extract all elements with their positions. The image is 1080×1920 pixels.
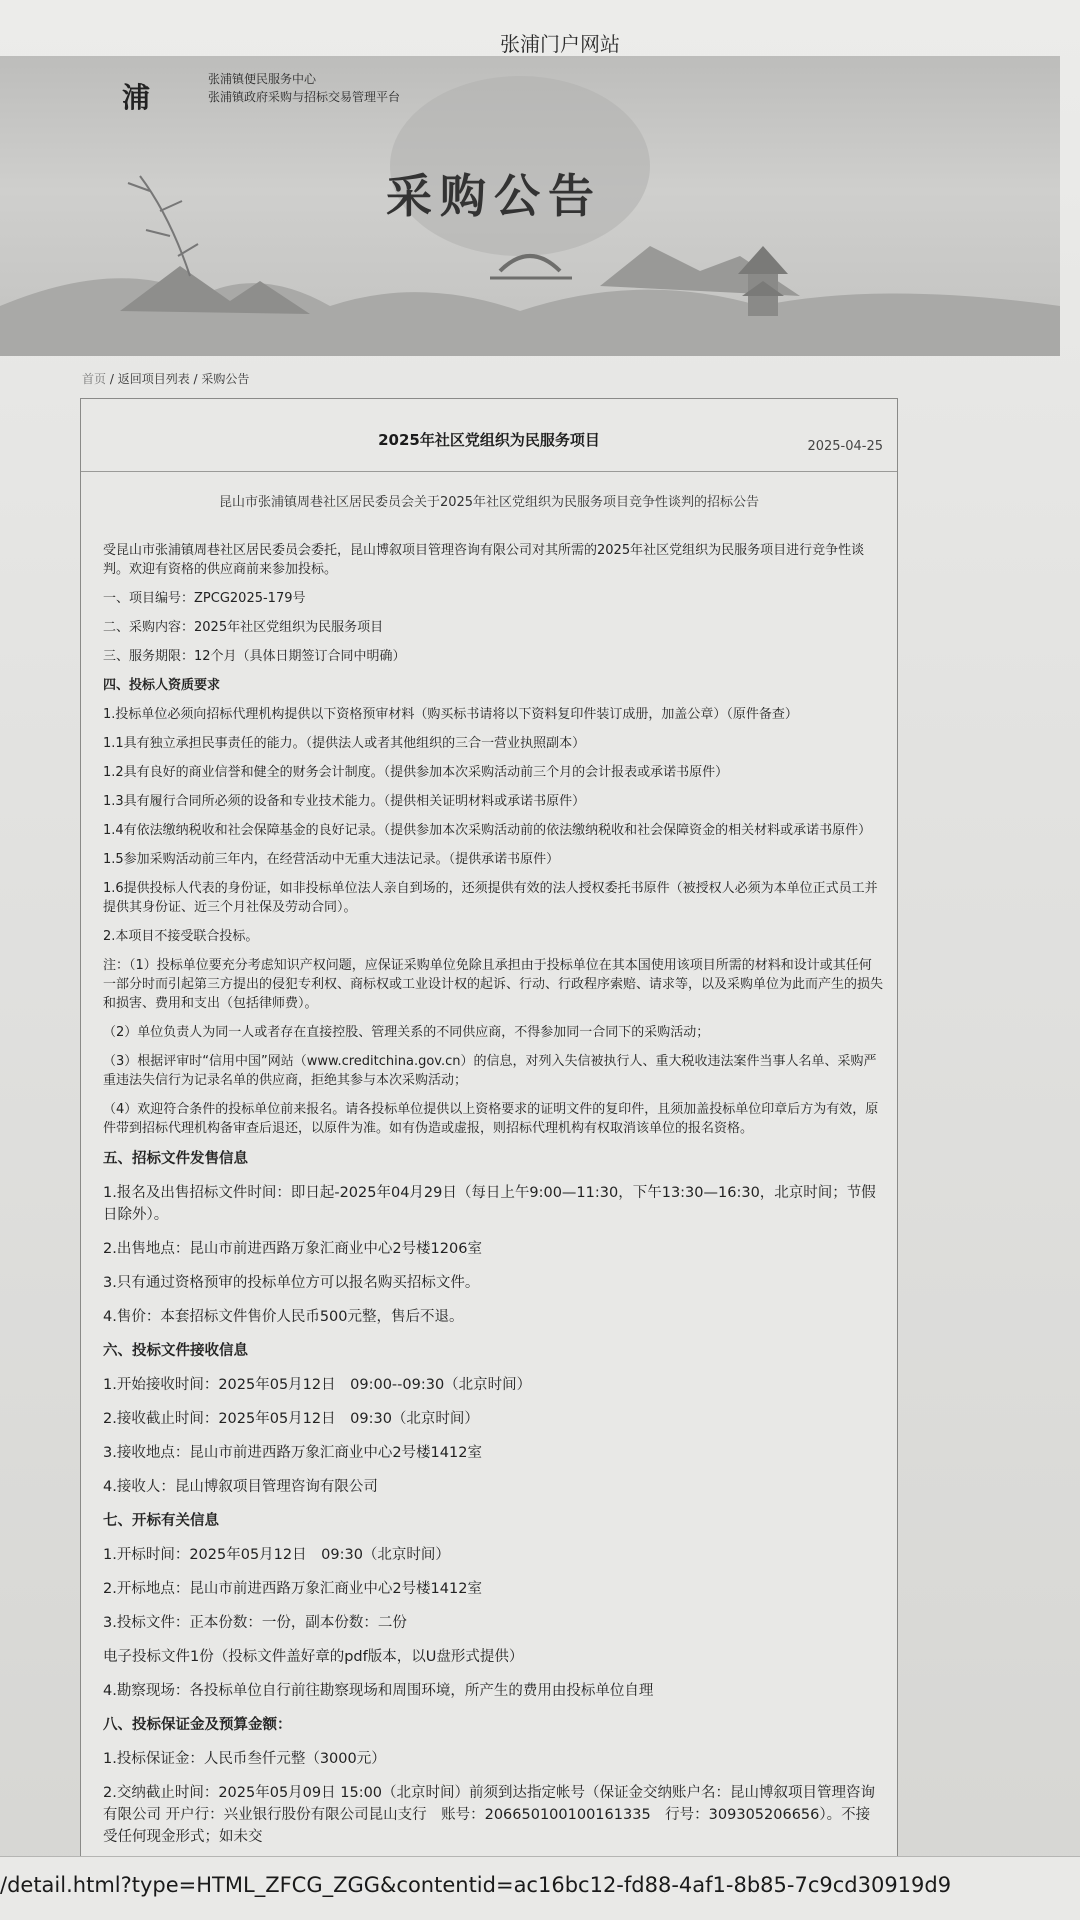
paragraph: 3.接收地点：昆山市前进西路万象汇商业中心2号楼1412室 <box>103 1445 482 1461</box>
paragraph: 电子投标文件1份（投标文件盖好章的pdf版本，以U盘形式提供） <box>103 1649 524 1665</box>
paragraph: （4）欢迎符合条件的投标单位前来报名。请各投标单位提供以上资格要求的证明文件的复印件，且须加盖投标单位印章后方为有效，原件带到招标代理机构备审查后退还，以原件为准。如有伪造或虚报，则招标代理机构有权取消该单位的报名资格。 <box>103 1102 879 1136</box>
paragraph: 2.开标地点：昆山市前进西路万象汇商业中心2号楼1412室 <box>103 1581 482 1597</box>
paragraph: 1.5参加采购活动前三年内，在经营活动中无重大违法记录。（提供承诺书原件） <box>103 852 560 867</box>
address-bar[interactable] <box>0 1856 1080 1920</box>
paragraph: 4.售价：本套招标文件售价人民币500元整，售后不退。 <box>103 1309 464 1325</box>
org-name-1: 张浦镇便民服务中心 <box>208 72 317 86</box>
paragraph: 注：（1）投标单位要充分考虑知识产权问题，应保证采购单位免除且承担由于投标单位在其本国使用该项目所需的材料和设计或其任何一部分时而引起第三方提出的侵犯专利权、商标权或工业设计权的起诉、行动、行政程序索赔、请求等，以及采购单位为此而产生的损失和损害、费用和支出（包括律师费）。 <box>103 958 884 1011</box>
breadcrumb-separator: / <box>109 372 118 386</box>
banner-title: 采购公告 <box>386 169 602 223</box>
breadcrumb-list[interactable]: 返回项目列表 <box>117 372 190 386</box>
section-heading: 四、投标人资质要求 <box>103 678 221 693</box>
doc-title: 2025年社区党组织为民服务项目 <box>378 431 600 449</box>
paragraph: 1.2具有良好的商业信誉和健全的财务会计制度。（提供参加本次采购活动前三个月的会计报表或承诺书原件） <box>103 765 729 780</box>
paragraph: 3.只有通过资格预审的投标单位方可以报名购买招标文件。 <box>103 1275 480 1291</box>
paragraph: 4.接收人：昆山博叙项目管理咨询有限公司 <box>103 1479 378 1495</box>
paragraph: 1.开始接收时间：2025年05月12日 09:00--09:30（北京时间） <box>103 1377 532 1393</box>
paragraph: 1.6提供投标人代表的身份证，如非投标单位法人亲自到场的，还须提供有效的法人授权委托书原件（被授权人必须为本单位正式员工并提供其身份证、近三个月社保及劳动合同）。 <box>103 881 878 915</box>
section-heading: 七、开标有关信息 <box>103 1513 219 1529</box>
paragraph: （3）根据评审时“信用中国”网站（www.creditchina.gov.cn）的信息，对列入失信被执行人、重大税收违法案件当事人名单、采购严重违法失信行为记录名单的供应商，拒绝其参与本次采购活动； <box>103 1054 877 1088</box>
site-logo: 浦 <box>122 81 153 114</box>
paragraph: 二、采购内容：2025年社区党组织为民服务项目 <box>103 620 384 635</box>
doc-body <box>103 541 883 1860</box>
site-title: 张浦门户网站 <box>500 32 620 56</box>
paragraph: 2.交纳截止时间：2025年05月09日 15:00（北京时间）前须到达指定帐号（保证金交纳账户名：昆山博叙项目管理咨询有限公司 开户行：兴业银行股份有限公司昆山支行 账号：206650100100161335 行号：309305206656）。不接受任何现金形式；如未交 <box>103 1785 876 1845</box>
paragraph: 三、服务期限：12个月（具体日期签订合同中明确） <box>103 649 406 664</box>
section-heading: 五、招标文件发售信息 <box>103 1151 248 1167</box>
paragraph: 1.3具有履行合同所必须的设备和专业技术能力。（提供相关证明材料或承诺书原件） <box>103 794 586 809</box>
section-heading: 八、投标保证金及预算金额： <box>103 1717 292 1733</box>
paragraph: 4.勘察现场：各投标单位自行前往勘察现场和周围环境，所产生的费用由投标单位自理 <box>103 1683 654 1699</box>
paragraph: 1.投标单位必须向招标代理机构提供以下资格预审材料（购买标书请将以下资料复印件装订成册，加盖公章）（原件备查） <box>103 707 798 722</box>
org-names <box>208 70 400 106</box>
breadcrumb-home[interactable]: 首页 <box>82 372 107 386</box>
paragraph: 受昆山市张浦镇周巷社区居民委员会委托，昆山博叙项目管理咨询有限公司对其所需的2025年社区党组织为民服务项目进行竞争性谈判。欢迎有资格的供应商前来参加投标。 <box>103 543 865 577</box>
paragraph: 1.报名及出售招标文件时间：即日起-2025年04月29日（每日上午9:00—11:30，下午13:30—16:30，北京时间；节假日除外）。 <box>103 1185 876 1223</box>
doc-date: 2025-04-25 <box>807 439 883 454</box>
paragraph: 1.1具有独立承担民事责任的能力。（提供法人或者其他组织的三合一营业执照副本） <box>103 736 586 751</box>
paragraph: 2.接收截止时间：2025年05月12日 09:30（北京时间） <box>103 1411 479 1427</box>
paragraph: 2.出售地点：昆山市前进西路万象汇商业中心2号楼1206室 <box>103 1241 482 1257</box>
url-text[interactable]: /detail.html?type=HTML_ZFCG_ZGG&contentid=ac16bc12-fd88-4af1-8b85-7c9cd30919d9 <box>0 1873 952 1897</box>
divider <box>81 471 897 472</box>
paragraph: 1.开标时间：2025年05月12日 09:30（北京时间） <box>103 1547 450 1563</box>
breadcrumb <box>82 370 249 387</box>
doc-subtitle: 昆山市张浦镇周巷社区居民委员会关于2025年社区党组织为民服务项目竞争性谈判的招标公告 <box>218 495 760 510</box>
paragraph: 一、项目编号：ZPCG2025-179号 <box>103 591 306 606</box>
paragraph: 3.投标文件：正本份数：一份，副本份数：二份 <box>103 1615 407 1631</box>
paragraph: （2）单位负责人为同一人或者存在直接控股、管理关系的不同供应商，不得参加同一合同下的采购活动； <box>103 1025 710 1040</box>
banner <box>0 56 1060 356</box>
breadcrumb-current: 采购公告 <box>201 372 250 386</box>
paragraph: 2.本项目不接受联合投标。 <box>103 929 259 944</box>
paragraph: 1.4有依法缴纳税收和社会保障基金的良好记录。（提供参加本次采购活动前的依法缴纳税收和社会保障资金的相关材料或承诺书原件） <box>103 823 872 838</box>
breadcrumb-separator: / <box>193 372 202 386</box>
org-name-2: 张浦镇政府采购与招标交易管理平台 <box>208 90 401 104</box>
section-heading: 六、投标文件接收信息 <box>103 1343 248 1359</box>
paragraph: 1.投标保证金：人民币叁仟元整（3000元） <box>103 1751 386 1767</box>
announcement-panel <box>80 398 898 1920</box>
